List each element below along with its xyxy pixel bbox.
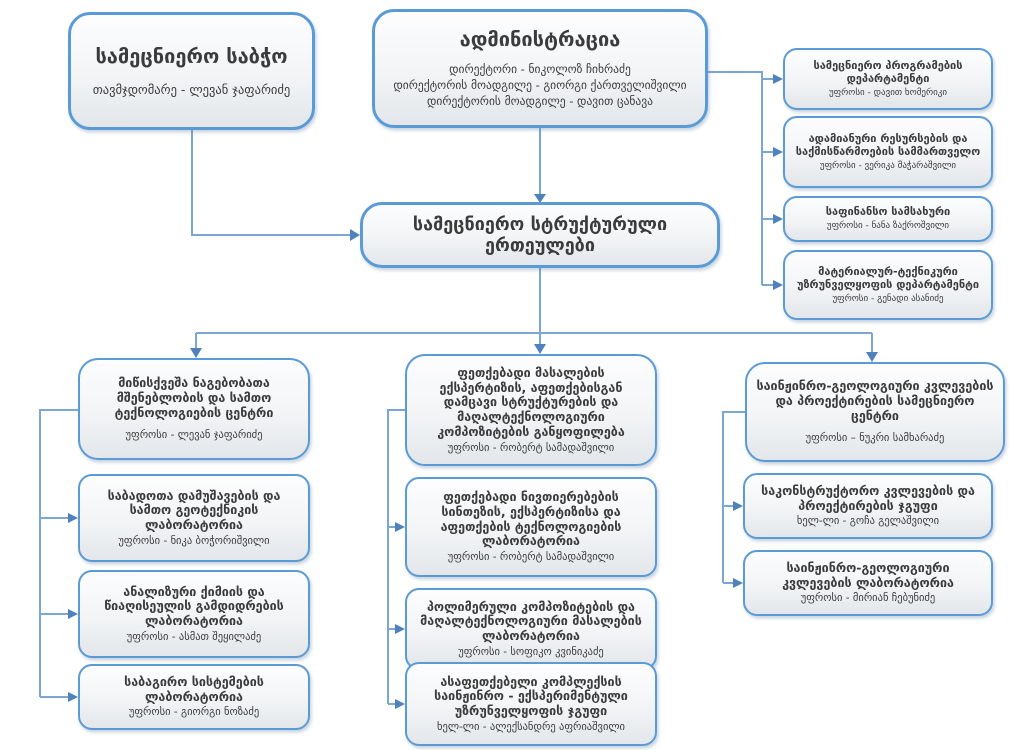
box-title: საინჟინრო-გეოლოგიური კვლევების და პროექტირების სამეცნიერო ცენტრი — [756, 378, 994, 423]
box-programs-department — [783, 48, 993, 110]
box-logistics-department — [783, 250, 993, 320]
box-subtitle: უფროსი - სოფიკო კვინიკაძე — [458, 645, 604, 658]
box-geo-lab — [743, 550, 993, 616]
box-synthesis-lab — [405, 477, 657, 577]
box-ropeway-lab — [78, 664, 310, 730]
box-subtitle: ხელ-ლი - ალექსანდრე აფრიაშვილი — [437, 720, 625, 733]
box-subtitle: ხელ-ლი - გოჩა გელაშვილი — [796, 515, 940, 528]
box-subtitle: თავმჯდომარე - ლევან ჯაფარიძე — [92, 82, 291, 98]
box-hr-division — [783, 116, 993, 188]
box-explosive-support-group — [405, 662, 657, 746]
box-structural-units — [360, 202, 720, 268]
arrowhead — [68, 692, 78, 702]
arrowhead — [773, 147, 783, 157]
box-finance-service — [783, 196, 993, 242]
box-title: სამეცნიერო საბჭო — [95, 43, 288, 68]
box-title: ფეთქებადი მასალების ექსპერტიზის, აფეთქებისგან დამცავი სტრუქტურების და მაღალტექნოლოგიური კომპოზიტების განყოფილება — [437, 364, 625, 439]
connector-left-group — [40, 410, 78, 697]
box-scientific-council — [68, 12, 315, 130]
box-title: ფეთქებადი ნივთიერებების სინთეზის, ექსპერტიზისა და აფეთქების ტექნოლოგიების ლაბორატორია — [440, 489, 622, 549]
arrowhead — [534, 344, 546, 354]
box-subtitle: უფროსი - ასმათ შეყილაძე — [126, 630, 262, 643]
arrowhead — [773, 280, 783, 290]
connector-council-structural — [192, 130, 352, 235]
deputy-director-line: დირექტორის მოადგილე - გიორგი ქართველიშვილი — [393, 78, 687, 93]
connector-middle-group — [388, 410, 405, 704]
box-geo-research-center — [745, 362, 1005, 462]
box-subtitle: უფროსი - გიორგი ნოზაძე — [128, 706, 260, 719]
arrowhead — [733, 501, 743, 511]
box-title: სამეცნიერო სტრუქტურული ერთეულები — [412, 213, 668, 256]
box-title: ადმინისტრაცია — [459, 26, 621, 51]
box-chemistry-lab — [78, 570, 310, 658]
box-title: ასაფეთქებელი კომპლექსის საინჟინრო - ექსპერიმენტული უზრუნველყოფის ჯგუფი — [434, 673, 628, 719]
arrowhead — [773, 214, 783, 224]
box-subtitle: უფროსი - რობერტ სამადაშვილი — [447, 551, 615, 564]
box-explosives-division — [405, 354, 657, 466]
box-title: ანალიზური ქიმიის და წიაღისეულის გამდიდრების ლაბორატორია — [104, 583, 284, 629]
box-subtitle: უფროსი - ლევან ჯაფარიძე — [125, 429, 263, 442]
box-design-group — [743, 473, 993, 539]
connector-right-group — [723, 412, 745, 583]
box-administration — [372, 9, 708, 128]
arrowhead — [395, 624, 405, 634]
box-title: საბადოთა დამუშავების და სამთო გეოტექნიკის ლაბორატორია — [107, 487, 281, 533]
box-subtitle: უფროსი – ნუკრი სამხარაძე — [805, 432, 945, 445]
box-title: მიწისქვეშა ნაგებობათა მშენებლობის და სამთო ტექნოლოგიების ცენტრი — [114, 375, 274, 420]
arrowhead — [68, 513, 78, 523]
arrowhead — [190, 348, 202, 358]
box-subtitle: უფროსი - ვერიკა მაჭარაშვილი — [819, 160, 957, 171]
box-title: საინჟინრო-გეოლოგიური კვლევების ლაბორატორია — [782, 559, 954, 590]
arrowhead — [350, 229, 360, 241]
box-title: ადამიანური რესურსების და საქმისწარმოების სამმართველო — [795, 131, 981, 158]
box-title: საბაგირო სისტემების ლაბორატორია — [124, 673, 264, 704]
director-line: დირექტორი - ნიკოლოზ ჩიხრაძე — [449, 62, 631, 77]
box-title: საფინანსო სამსახური — [825, 205, 951, 219]
box-polymer-lab — [405, 588, 657, 670]
connector-structural-columns — [196, 268, 872, 354]
arrowhead — [733, 578, 743, 588]
box-subtitle: უფროსი - ნიკა ბოჭორიშვილი — [118, 534, 270, 547]
arrowhead — [866, 352, 878, 362]
box-title: პოლიმერული კომპოზიტების და მაღალტექნოლოგიური მასალების ლაბორატორია — [420, 598, 642, 644]
arrowhead — [395, 522, 405, 532]
box-subtitle: უფროსი - რობერტ სამადაშვილი — [447, 441, 615, 454]
box-subtitle: უფროსი - ნანა ზაქროშვილი — [826, 221, 950, 232]
arrowhead — [773, 74, 783, 84]
box-title: საკონსტრუქტორო კვლევების და პროექტირების ჯგუფი — [761, 482, 975, 513]
box-deposits-lab — [78, 474, 310, 562]
box-title: სამეცნიერო პროგრამების დეპარტამენტი — [813, 58, 963, 85]
arrowhead — [68, 609, 78, 619]
box-mining-center — [78, 358, 310, 460]
arrowhead — [395, 699, 405, 709]
box-subtitle: უფროსი - დავით ხომერიკი — [828, 87, 948, 98]
administration-staff — [393, 61, 686, 109]
box-subtitle: უფროსი - გენადი ასანიძე — [832, 293, 944, 304]
deputy-director-line: დირექტორის მოადგილე - დავით ცანავა — [426, 94, 653, 109]
box-title: მატერიალურ-ტექნიკური უზრუნველყოფის დეპარტამენტი — [796, 264, 980, 291]
box-subtitle: უფროსი - მირიან ჩებუნიძე — [800, 592, 936, 605]
